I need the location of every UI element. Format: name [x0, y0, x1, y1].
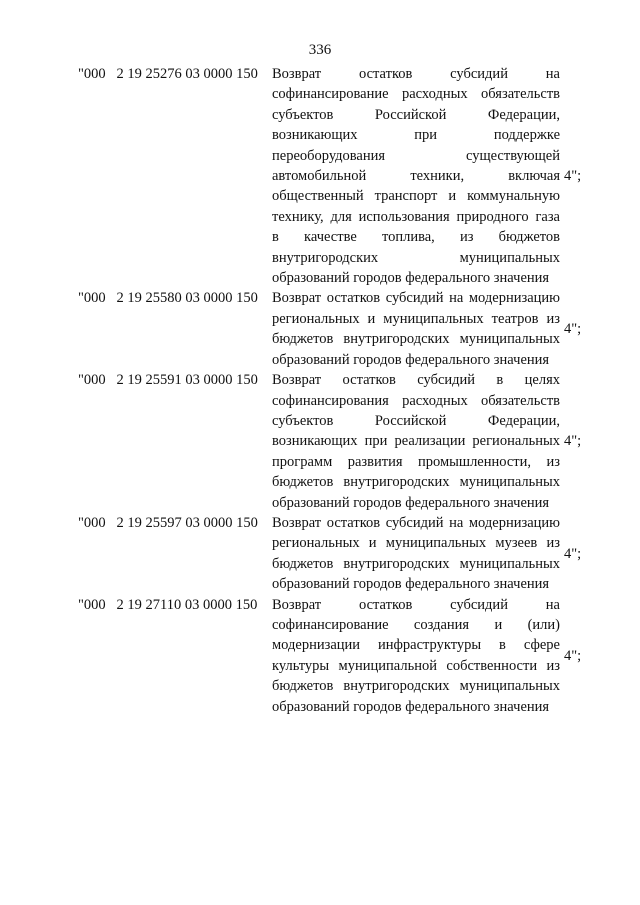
description-line: региональных и муниципальных театров из [272, 310, 560, 327]
budget-code: "000 2 19 27110 03 0000 150 [78, 596, 258, 613]
row-suffix: 4"; [564, 433, 582, 450]
description-line: образований городов федерального значения [272, 270, 550, 287]
description-line: субъектов Российской Федерации, [272, 106, 560, 123]
row-suffix: 4"; [564, 545, 582, 562]
description-line: возникающих при реализации региональных [272, 433, 560, 450]
description-line: образований городов федерального значения [272, 576, 550, 593]
description-line: Возврат остатков субсидий на [272, 66, 560, 82]
description-line: технику, для использования природного газа [272, 208, 560, 225]
description-line: субъектов Российской Федерации, [272, 412, 560, 429]
description-line: автомобильной техники, включая [272, 168, 560, 185]
description-line: общественный транспорт и коммунальную [272, 188, 560, 205]
code-description [272, 370, 560, 513]
description-line: культуры муниципальной собственности из [272, 657, 560, 674]
description-line: бюджетов внутригородских муниципальных [272, 555, 560, 572]
page-number: 336 [308, 42, 332, 58]
description-line: бюджетов внутригородских муниципальных [272, 331, 560, 348]
budget-code: "000 2 19 25591 03 0000 150 [78, 372, 258, 389]
table-row [78, 288, 598, 370]
description-line: возникающих при поддержке [272, 127, 560, 144]
description-line: бюджетов внутригородских муниципальных [272, 678, 560, 695]
description-line: бюджетов внутригородских муниципальных [272, 474, 560, 491]
description-line: образований городов федерального значения [272, 351, 550, 368]
description-line: внутригородских муниципальных [272, 249, 560, 266]
description-line: переоборудования существующей [272, 147, 560, 164]
row-suffix: 4"; [564, 168, 582, 185]
table-row [78, 513, 598, 595]
code-description [272, 64, 560, 288]
description-line: в качестве топлива, из бюджетов [272, 229, 560, 246]
budget-code: "000 2 19 25276 03 0000 150 [78, 66, 258, 82]
row-suffix: 4"; [564, 321, 582, 338]
description-line: Возврат остатков субсидий на [272, 596, 560, 613]
description-line: Возврат остатков субсидий на модернизацию [272, 514, 560, 531]
description-line: образований городов федерального значения [272, 494, 550, 511]
description-line: софинансирования расходных обязательств [272, 392, 560, 409]
table-row [78, 595, 598, 717]
description-line: Возврат остатков субсидий в целях [272, 372, 560, 389]
code-table [78, 64, 598, 717]
description-line: региональных и муниципальных музеев из [272, 535, 560, 552]
code-description [272, 288, 560, 370]
description-line: Возврат остатков субсидий на модернизацию [272, 290, 560, 307]
budget-code: "000 2 19 25597 03 0000 150 [78, 514, 258, 531]
description-line: программ развития промышленности, из [272, 453, 560, 470]
description-line: модернизации инфраструктуры в сфере [272, 637, 560, 654]
description-line: софинансирование создания и (или) [272, 616, 560, 633]
table-row [78, 370, 598, 513]
code-description [272, 513, 560, 595]
description-line: образований городов федерального значения [272, 698, 550, 715]
row-suffix: 4"; [564, 647, 582, 664]
description-line: софинансирование расходных обязательств [272, 86, 560, 103]
budget-code: "000 2 19 25580 03 0000 150 [78, 290, 258, 307]
table-row [78, 64, 598, 288]
code-description [272, 595, 560, 717]
